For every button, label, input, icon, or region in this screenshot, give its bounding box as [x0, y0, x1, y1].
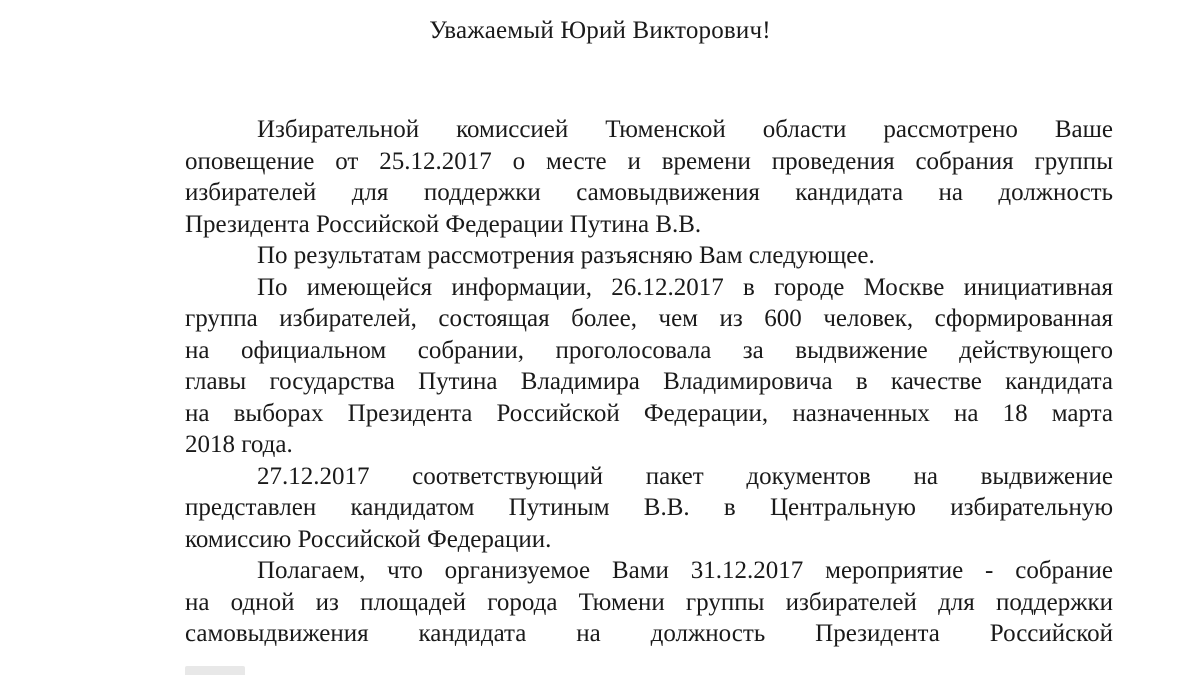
- text-line: 2018 года.: [185, 431, 293, 458]
- text-line: Избирательной комиссией Тюменской области рассмотрено Ваше: [257, 116, 1113, 143]
- paragraph-documents: [185, 461, 1113, 556]
- cropped-text-fragment: [185, 666, 245, 675]
- letter-greeting: Уважаемый Юрий Викторович!: [429, 17, 771, 44]
- text-line: 27.12.2017 соответствующий пакет документов на выдвижение: [257, 462, 1113, 490]
- text-line: По результатам рассмотрения разъясняю Вам следующее.: [257, 242, 875, 269]
- text-line: Полагаем, что организуемое Вами 31.12.2017 мероприятие - собрание: [257, 557, 1113, 584]
- text-line: самовыдвижения кандидата на должность Президента Российской: [185, 620, 1113, 647]
- paragraph-explanation: [185, 240, 1113, 272]
- paragraph-review: [185, 114, 1113, 240]
- text-line: оповещение от 25.12.2017 о месте и времени проведения собрания группы: [185, 147, 1113, 175]
- text-line: на выборах Президента Российской Федерации, назначенных на 18 марта: [185, 399, 1113, 427]
- text-line: главы государства Путина Владимира Владимировича в качестве кандидата: [185, 368, 1113, 395]
- text-line: на одной из площадей города Тюмени группы избирателей для поддержки: [185, 588, 1113, 616]
- paragraph-event: [185, 555, 1113, 650]
- text-line: избирателей для поддержки самовыдвижения кандидата на должность: [185, 179, 1113, 206]
- text-line: комиссию Российской Федерации.: [185, 525, 552, 553]
- text-line: представлен кандидатом Путиным В.В. в Центральную избирательную: [185, 494, 1113, 521]
- text-line: на официальном собрании, проголосовала за выдвижение действующего: [185, 336, 1113, 364]
- text-line: Президента Российской Федерации Путина В.В.: [185, 210, 702, 238]
- paragraph-information: [185, 272, 1113, 461]
- letter-body: [185, 114, 1113, 650]
- text-line: По имеющейся информации, 26.12.2017 в городе Москве инициативная: [257, 273, 1113, 301]
- text-line: группа избирателей, состоящая более, чем из 600 человек, сформированная: [185, 305, 1113, 332]
